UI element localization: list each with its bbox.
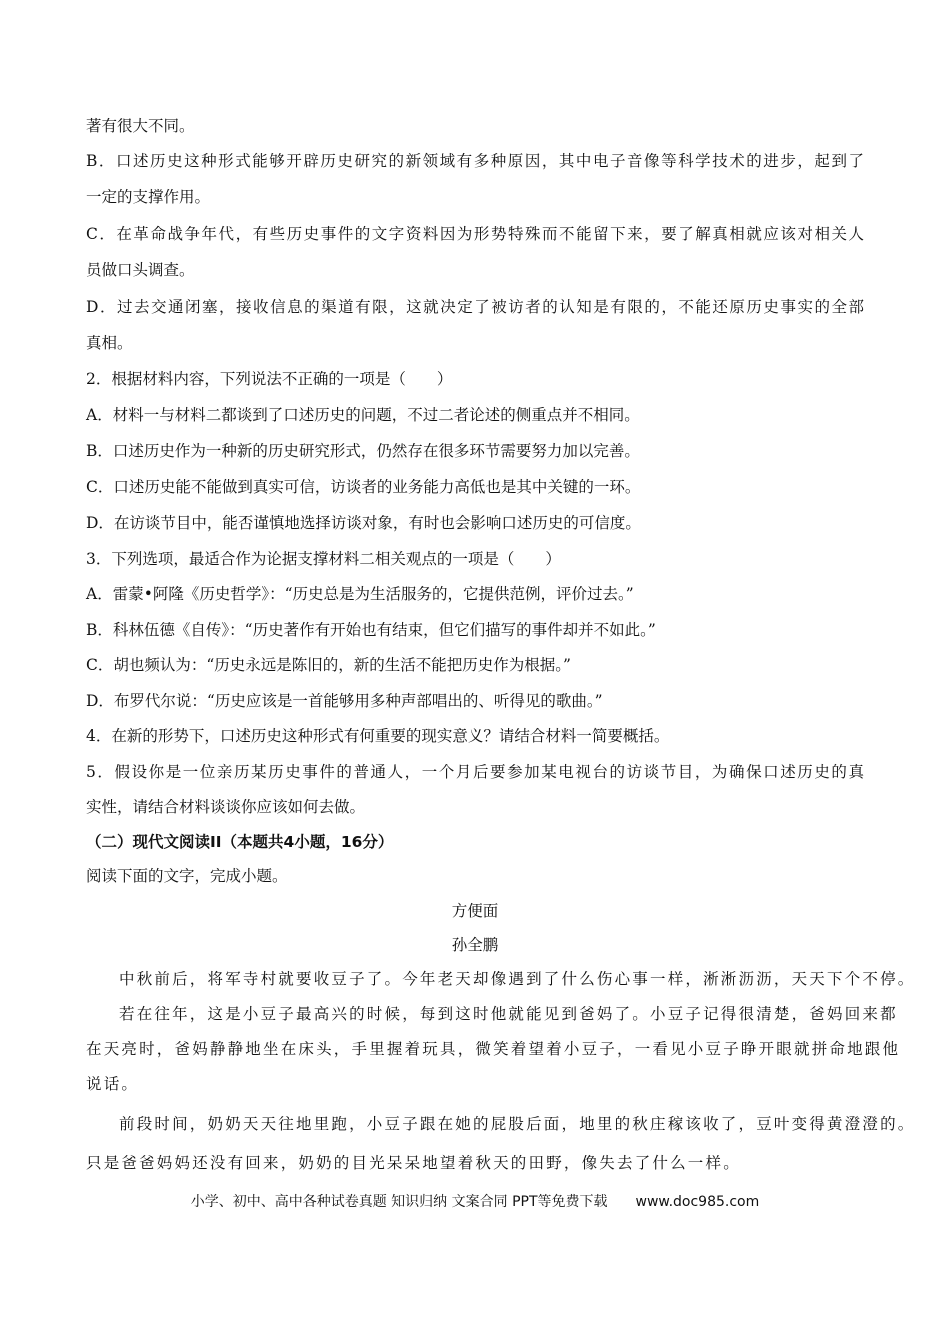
story-title: 方便面 — [451, 902, 499, 920]
text-line: D．过去交通闭塞，接收信息的渠道有限，这就决定了被访者的认知是有限的，不能还原历史事实的全部 — [86, 298, 864, 316]
text-line: C．在革命战争年代，有些历史事件的文字资料因为形势特殊而不能留下来，要了解真相就应该对相关人 — [86, 225, 864, 243]
section-heading: （二）现代文阅读II（本题共4小题，16分） — [86, 833, 394, 851]
story-line: 说话。 — [86, 1075, 140, 1093]
option-b: B．口述历史作为一种新的历史研究形式，仍然存在很多环节需要努力加以完善。 — [86, 442, 640, 460]
story-line: 只是爸爸妈妈还没有回来，奶奶的目光呆呆地望着秋天的田野，像失去了什么一样。 — [86, 1154, 741, 1172]
story-line: 在天亮时，爸妈静静地坐在床头，手里握着玩具，微笑着望着小豆子，一看见小豆子睁开眼就拼命地跟他 — [86, 1040, 901, 1058]
option-a: A．雷蒙•阿隆《历史哲学》：“历史总是为生活服务的，它提供范例，评价过去。” — [86, 585, 634, 603]
option-d: D．在访谈节目中，能否谨慎地选择访谈对象，有时也会影响口述历史的可信度。 — [86, 514, 641, 532]
text-line: 真相。 — [86, 334, 133, 352]
option-c: C．口述历史能不能做到真实可信，访谈者的业务能力高低也是其中关键的一环。 — [86, 478, 641, 496]
question-2: 2．根据材料内容，下列说法不正确的一项是（ ） — [86, 370, 453, 388]
question-5: 5．假设你是一位亲历某历史事件的普通人，一个月后要参加某电视台的访谈节目，为确保口述历史的真 — [86, 763, 864, 781]
text-line: 一定的支撑作用。 — [86, 188, 211, 206]
text-line: 实性，请结合材料谈谈你应该如何去做。 — [86, 798, 366, 816]
story-paragraph: 若在往年，这是小豆子最高兴的时候，每到这时他就能见到爸妈了。小豆子记得很清楚，爸妈回来都 — [119, 1005, 898, 1023]
question-3: 3．下列选项，最适合作为论据支撑材料二相关观点的一项是（ ） — [86, 550, 561, 568]
story-paragraph: 中秋前后，将军寺村就要收豆子了。今年老天却像遇到了什么伤心事一样，淅淅沥沥，天天下个不停。 — [119, 970, 916, 988]
option-c: C．胡也频认为：“历史永远是陈旧的，新的生活不能把历史作为根据。” — [86, 656, 571, 674]
page-footer — [0, 1192, 950, 1212]
text-line: 员做口头调查。 — [86, 261, 195, 279]
option-b: B．科林伍德《自传》：“历史著作有开始也有结束，但它们描写的事件却并不如此。” — [86, 621, 656, 639]
option-a: A．材料一与材料二都谈到了口述历史的问题，不过二者论述的侧重点并不相同。 — [86, 406, 640, 424]
footer-text: 小学、初中、高中各种试卷真题 知识归纳 文案合同 PPT等免费下载 — [190, 1194, 608, 1210]
text-line: B．口述历史这种形式能够开辟历史研究的新领域有多种原因，其中电子音像等科学技术的进步，起到了 — [86, 152, 864, 170]
story-paragraph: 前段时间，奶奶天天往地里跑，小豆子跟在她的屁股后面，地里的秋庄稼该收了，豆叶变得黄澄澄的。 — [119, 1115, 916, 1133]
footer-link[interactable]: www.doc985.com — [635, 1194, 760, 1210]
story-author: 孙全鹏 — [451, 936, 499, 954]
instruction: 阅读下面的文字，完成小题。 — [86, 867, 288, 885]
question-4: 4．在新的形势下，口述历史这种形式有何重要的现实意义？请结合材料一简要概括。 — [86, 727, 670, 745]
option-d: D．布罗代尔说：“历史应该是一首能够用多种声部唱出的、听得见的歌曲。” — [86, 692, 603, 710]
text-line: 著有很大不同。 — [86, 117, 195, 135]
